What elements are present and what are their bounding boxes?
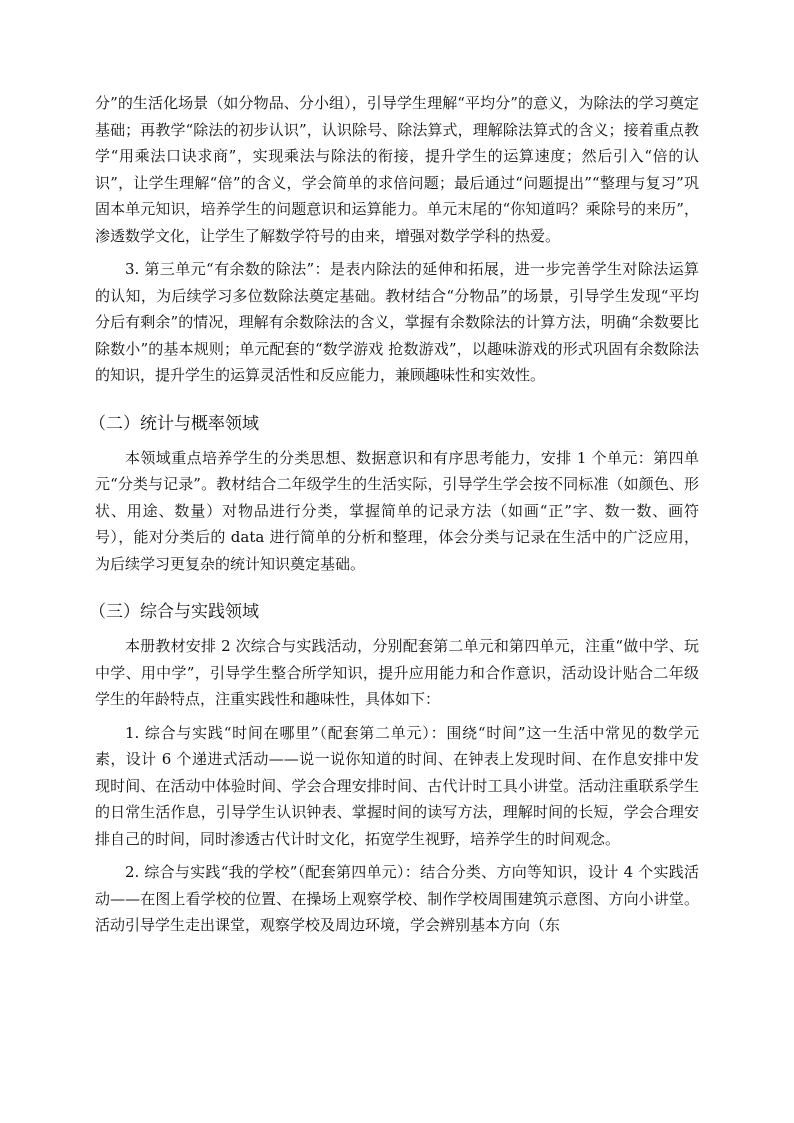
spacer (95, 249, 699, 256)
spacer (95, 713, 699, 720)
paragraph-time-activity: 1. 综合与实践“时间在哪里”（配套第二单元）：围绕“时间”这一生活中常见的数学元素，设计 6 个递进式活动——说一说你知道的时间、在钟表上发现时间、在作息安排中发现时间、在活动中体验时间、学会合理安排时间、古代计时工具小讲堂。活动注重联系学生的日常生活作息，引导学生认识钟表、掌握时间的读写方法，理解时间的长短，学会合理安排自己的时间，同时渗透古代计时文化，拓宽学生视野，培养学生的时间观念。 (95, 723, 699, 848)
paragraph-remainder-division: 3. 第三单元“有余数的除法”：是表内除法的延伸和拓展，进一步完善学生对除法运算的认知，为后续学习多位数除法奠定基础。教材结合“分物品”的场景，引导学生发现“平均分后有剩余”的情况，理解有余数除法的含义，掌握有余数除法的计算方法，明确“余数要比除数小”的基本规则；单元配套的“数学游戏 抢数游戏”，以趣味游戏的形式巩固有余数除法的知识，提升学生的运算灵活性和反应能力，兼顾趣味性和实效性。 (95, 260, 699, 384)
section-heading-statistics: （二）统计与概率领域 (89, 413, 259, 434)
section-heading-practice: （三）综合与实践领域 (89, 602, 259, 622)
document-page (89, 90, 699, 939)
paragraph-division-units: 分”的生活化场景（如分物品、分小组），引导学生理解“平均分”的意义，为除法的学习奠定基础；再教学“除法的初步认识”，认识除号、除法算式，理解除法算式的含义；接着重点教学“用乘法口诀求商”，实现乘法与除法的衔接，提升学生的运算速度；然后引入“倍的认识”，让学生理解“倍”的含义，学会简单的求倍问题；最后通过“问题提出”“整理与复习”巩固本单元知识，培养学生的问题意识和运算能力。单元末尾的“你知道吗？乘除号的来历”，渗透数学文化，让学生了解数学符号的由来，增强对数学学科的热爱。 (95, 94, 699, 245)
spacer (95, 852, 699, 859)
paragraph-practice-intro: 本册教材安排 2 次综合与实践活动，分别配套第二单元和第四单元，注重“做中学、玩中学、用中学”，引导学生整合所学知识，提升应用能力和合作意识，活动设计贴合二年级学生的年龄特点，注重实践性和趣味性，具体如下： (95, 637, 699, 708)
paragraph-school-activity: 2. 综合与实践“我的学校”（配套第四单元）：结合分类、方向等知识，设计 4 个实践活动——在图上看学校的位置、在操场上观察学校、制作学校周围建筑示意图、方向小讲堂。活动引导学生走出课堂，观察学校及周边环境，学会辨别基本方向（东 (95, 863, 699, 934)
paragraph-statistics: 本领域重点培养学生的分类思想、数据意识和有序思考能力，安排 1 个单元：第四单元“分类与记录”。教材结合二年级学生的生活实际，引导学生学会按不同标准（如颜色、形状、用途、数量）对物品进行分类，掌握简单的记录方法（如画“正”字、数一数、画符号），能对分类后的 data 进行简单的分析和整理，体会分类与记录在生活中的广泛应用，为后续学习更复杂的统计知识奠定基础。 (95, 448, 699, 573)
